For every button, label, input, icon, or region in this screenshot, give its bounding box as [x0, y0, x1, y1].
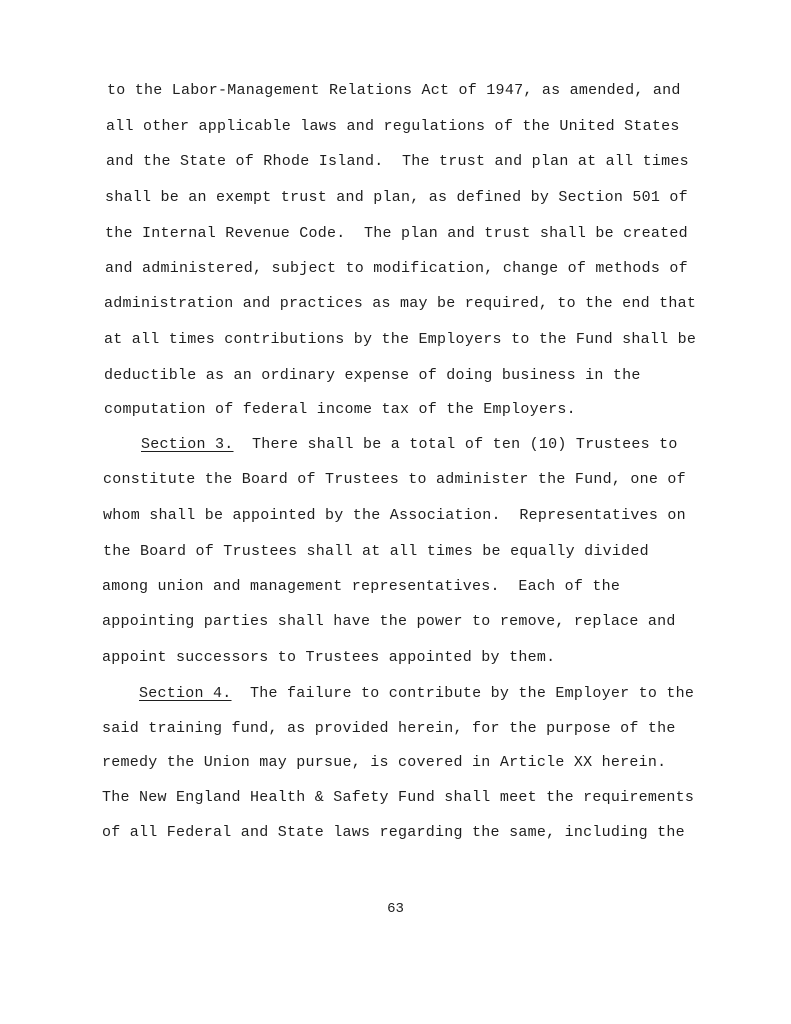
text-line: all other applicable laws and regulations of the United States [106, 118, 680, 135]
text-line: and the State of Rhode Island. The trust and plan at all times [106, 153, 689, 170]
text-line: whom shall be appointed by the Association. Representatives on [103, 507, 686, 524]
text-line: shall be an exempt trust and plan, as defined by Section 501 of [105, 189, 688, 206]
text-line: The New England Health & Safety Fund shall meet the requirements [102, 789, 695, 806]
text-line: deductible as an ordinary expense of doing business in the [104, 367, 641, 384]
section-3-paragraph-start [141, 435, 678, 455]
text-line: said training fund, as provided herein, for the purpose of the [102, 720, 676, 737]
text-line: among union and management representatives. Each of the [102, 578, 621, 595]
text-line: and administered, subject to modification, change of methods of [105, 260, 688, 277]
section-3-heading: Section 3. [141, 436, 234, 453]
text-line: computation of federal income tax of the Employers. [104, 401, 576, 418]
section-4-heading: Section 4. [139, 685, 232, 702]
text-line: The failure to contribute by the Employer to the [250, 685, 695, 702]
text-line: of all Federal and State laws regarding the same, including the [102, 824, 685, 841]
text-line: appointing parties shall have the power to remove, replace and [102, 613, 676, 630]
text-line: the Board of Trustees shall at all times be equally divided [103, 543, 649, 560]
text-line: appoint successors to Trustees appointed by them. [102, 649, 556, 666]
text-line: There shall be a total of ten (10) Trustees to [252, 436, 678, 453]
text-line: to the Labor-Management Relations Act of 1947, as amended, and [107, 82, 681, 99]
text-line: remedy the Union may pursue, is covered in Article XX herein. [102, 754, 667, 771]
section-4-paragraph-start [139, 684, 694, 704]
text-line: at all times contributions by the Employers to the Fund shall be [104, 331, 697, 348]
text-line: constitute the Board of Trustees to administer the Fund, one of [103, 471, 686, 488]
text-line: the Internal Revenue Code. The plan and trust shall be created [105, 225, 688, 242]
text-line: administration and practices as may be required, to the end that [104, 295, 697, 312]
page-number: 63 [387, 901, 404, 917]
